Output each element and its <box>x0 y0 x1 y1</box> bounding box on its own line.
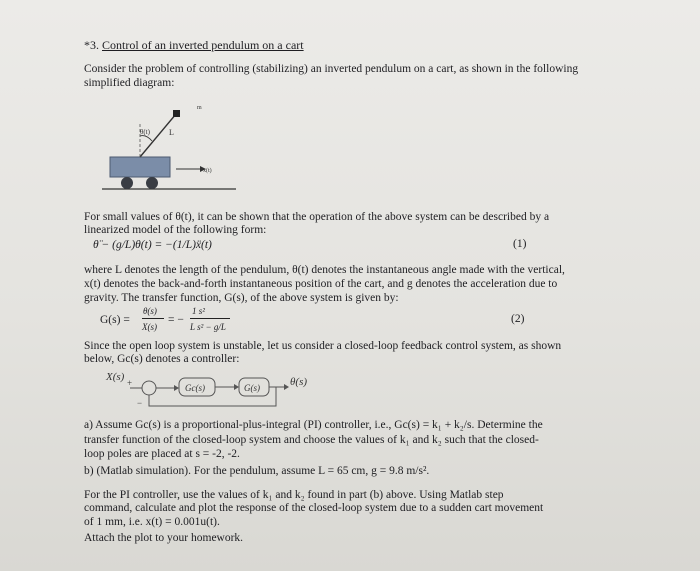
pi-line-3: of 1 mm, i.e. x(t) = 0.001u(t). <box>84 516 220 528</box>
cart-wheel-right <box>146 177 158 189</box>
feedback-line-2: below, Gc(s) denotes a controller: <box>84 353 240 365</box>
feedback-line-1: Since the open loop system is unstable, let us consider a closed-loop feedback control system, as shown <box>84 340 562 352</box>
bd-controller-out-arrowhead <box>234 384 239 390</box>
problem-title-text: Control of an inverted pendulum on a cart <box>102 38 304 52</box>
intro-line-2: simplified diagram: <box>84 77 175 89</box>
model-line-1: For small values of θ(t), it can be shown that the operation of the above system can be described by a <box>84 211 550 223</box>
bd-plant-label: G(s) <box>244 383 260 393</box>
bd-plus-sign: + <box>127 378 133 388</box>
part-a-line-3: loop poles are placed at s = -2, -2. <box>84 448 240 460</box>
model-line-2: linearized model of the following form: <box>84 224 267 236</box>
position-label: x(t) <box>203 168 212 174</box>
definitions-line-1: where L denotes the length of the pendulum, θ(t) denotes the instantaneous angle made with the vertical, <box>84 264 565 276</box>
bd-input-label: X(s) <box>106 371 125 383</box>
part-b: b) (Matlab simulation). For the pendulum, assume L = 65 cm, g = 9.8 m/s². <box>84 465 430 477</box>
eq2-frac2-num: 1 s² <box>192 306 205 316</box>
equation-2 <box>100 304 360 338</box>
eq2-middle: = − <box>168 314 184 326</box>
mass-label: m <box>197 105 202 111</box>
angle-label: θ(t) <box>140 128 150 136</box>
bd-error-arrowhead <box>174 385 179 391</box>
equation-1: θ̈ − (g/L)θ(t) = −(1/L)ẍ(t) <box>93 239 212 251</box>
cart-wheel-left <box>121 177 133 189</box>
definitions-line-2: x(t) denotes the back-and-forth instantaneous position of the cart, and g denotes the acceleration due to <box>84 278 558 290</box>
angle-arc <box>140 136 152 141</box>
cart-body <box>110 157 170 177</box>
problem-title <box>84 38 304 52</box>
definitions-line-3: gravity. The transfer function, G(s), of the above system is given by: <box>84 292 399 304</box>
length-label: L <box>169 128 174 137</box>
bd-controller-label: Gc(s) <box>185 383 205 393</box>
intro-line-1: Consider the problem of controlling (stabilizing) an inverted pendulum on a cart, as shown in the following <box>84 63 579 75</box>
bd-output-arrowhead <box>284 384 289 390</box>
eq2-frac2-den: L s² − g/L <box>190 322 226 332</box>
part-a-line-1: a) Assume Gc(s) is a proportional-plus-integral (PI) controller, i.e., Gc(s) = k₁ + k₂/s. Determine the <box>84 419 543 431</box>
part-a-line-2: transfer function of the closed-loop system and choose the values of k₁ and k₂ such that the closed- <box>84 434 539 446</box>
eq2-frac2-bar <box>190 318 230 319</box>
equation-1-number: (1) <box>513 238 527 250</box>
bd-output-label: θ(s) <box>290 376 308 388</box>
bd-minus-sign: − <box>137 398 143 408</box>
eq2-frac1-bar <box>142 318 164 319</box>
pendulum-mass <box>173 110 180 117</box>
pendulum-cart-diagram <box>96 96 246 196</box>
equation-2-number: (2) <box>511 313 525 325</box>
problem-number: *3. <box>84 38 99 52</box>
bd-summing-junction <box>142 381 156 395</box>
pi-line-2: command, calculate and plot the response of the closed-loop system due to a sudden cart movement <box>84 502 544 514</box>
attach-instruction: Attach the plot to your homework. <box>84 532 244 544</box>
feedback-block-diagram <box>104 366 344 410</box>
pi-line-1: For the PI controller, use the values of k₁ and k₂ found in part (b) above. Using Matlab step <box>84 489 504 501</box>
eq2-lhs: G(s) = <box>100 314 130 326</box>
eq2-frac1-den: X(s) <box>142 322 157 332</box>
eq2-frac1-num: θ(s) <box>143 306 157 316</box>
